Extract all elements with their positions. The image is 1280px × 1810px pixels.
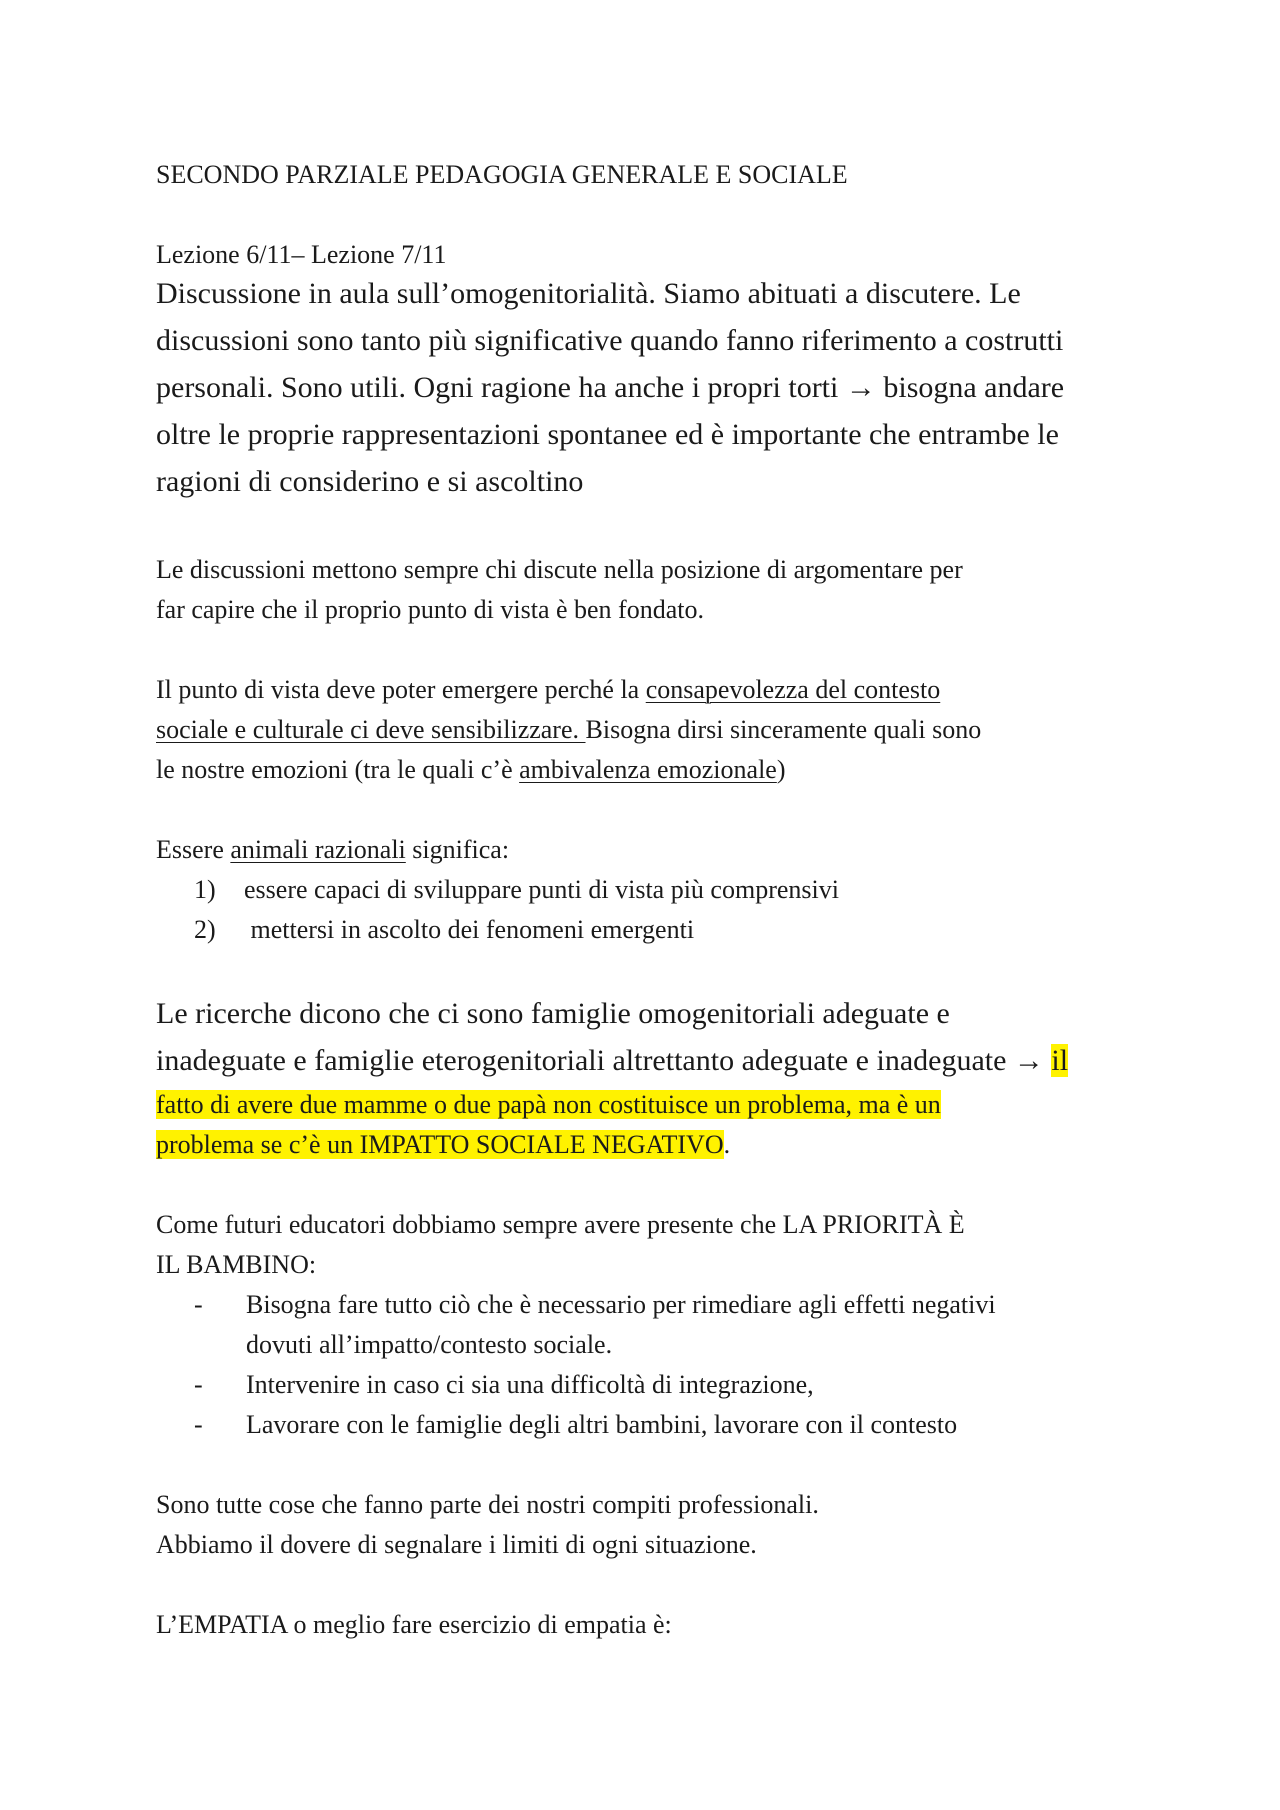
underlined-text: ambivalenza emozionale [519,755,777,784]
underlined-text: consapevolezza del contesto [645,675,941,704]
list-item [194,870,839,910]
highlighted-text: il [1051,1044,1069,1077]
paragraph-line: oltre le proprie rappresentazioni spontanee ed è importante che entrambe le [156,418,1059,451]
list-item-text: Intervenire in caso ci sia una difficoltà di integrazione, [246,1370,814,1399]
paragraph-line [156,750,786,790]
paragraph-line: discussioni sono tanto più significative quando fanno riferimento a costrutti [156,324,1064,357]
text-run: le nostre emozioni (tra le quali c’è [156,755,520,784]
paragraph-line [156,830,509,870]
list-dash: - [194,1410,203,1439]
paragraph-line [156,710,981,750]
list-dash: - [194,1370,203,1399]
underlined-text: sociale e culturale ci deve sensibilizzare. [156,715,586,744]
list-item [194,1285,996,1325]
list-item-text: Lavorare con le famiglie degli altri bambini, lavorare con il contesto [246,1410,958,1439]
text-run: Bisogna dirsi sinceramente quali sono [585,715,982,744]
paragraph-line: Abbiamo il dovere di segnalare i limiti di ogni situazione. [156,1530,757,1559]
paragraph-line [156,1037,1068,1084]
list-number: 1) [194,875,216,904]
paragraph-line: ragioni di considerino e si ascoltino [156,465,584,498]
text-run: Il punto di vista deve poter emergere perché la [156,675,646,704]
highlighted-text: problema se c’è un IMPATTO SOCIALE NEGATIVO [156,1130,724,1159]
paragraph-line: IL BAMBINO: [156,1250,317,1279]
document-title: SECONDO PARZIALE PEDAGOGIA GENERALE E SOCIALE [156,160,848,189]
empathy-heading: L’EMPATIA o meglio fare esercizio di empatia è: [156,1610,672,1639]
text-run: Essere [156,835,231,864]
highlighted-text: fatto di avere due mamme o due papà non costituisce un problema, ma è un [156,1090,941,1119]
text-run: . [723,1130,731,1159]
paragraph-line: Le discussioni mettono sempre chi discute nella posizione di argomentare per [156,555,963,584]
paragraph-line: far capire che il proprio punto di vista è ben fondato. [156,595,704,624]
paragraph-line: Discussione in aula sull’omogenitorialità. Siamo abituati a discutere. Le [156,277,1021,310]
text-run: significa: [405,835,510,864]
list-item-text: Bisogna fare tutto ciò che è necessario per rimediare agli effetti negativi [246,1290,996,1319]
list-dash: - [194,1290,203,1319]
paragraph-line [156,670,940,710]
paragraph-line: Come futuri educatori dobbiamo sempre avere presente che LA PRIORITÀ È [156,1210,965,1239]
paragraph-line: personali. Sono utili. Ogni ragione ha anche i propri torti → bisogna andare [156,371,1065,404]
text-run: ) [776,755,786,784]
list-item [194,910,694,950]
list-item-continuation: dovuti all’impatto/contesto sociale. [246,1330,613,1359]
paragraph-line: Le ricerche dicono che ci sono famiglie omogenitoriali adeguate e [156,997,950,1030]
list-item-text: essere capaci di sviluppare punti di vista più comprensivi [244,875,839,904]
list-item [194,1365,814,1405]
underlined-text: animali razionali [230,835,406,864]
text-run: inadeguate e famiglie eterogenitoriali altrettanto adeguate e inadeguate → [156,1044,1052,1077]
list-item [194,1405,957,1445]
paragraph-line [156,1085,941,1125]
list-item-text: mettersi in ascolto dei fenomeni emergenti [244,915,695,944]
list-number: 2) [194,915,216,944]
paragraph-line: Sono tutte cose che fanno parte dei nostri compiti professionali. [156,1490,819,1519]
paragraph-line [156,1125,730,1165]
lesson-dates: Lezione 6/11– Lezione 7/11 [156,240,447,269]
